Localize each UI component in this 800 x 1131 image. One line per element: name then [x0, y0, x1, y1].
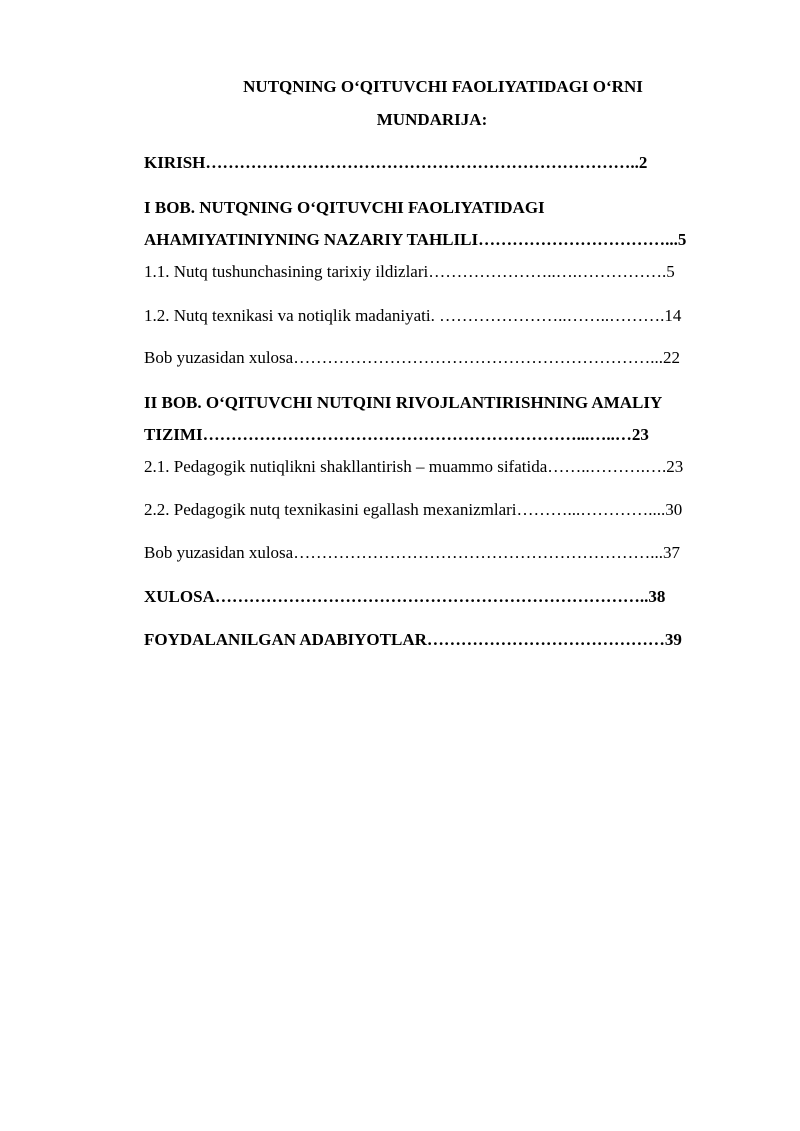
toc-entry-kirish: KIRISH…………………………………………………………………..2 — [144, 153, 648, 172]
toc-entry-xulosa: XULOSA…………………………………………………………………..38 — [144, 587, 666, 606]
toc-entry-1-1: 1.1. Nutq tushunchasining tarixiy ildizlari…………………..….…………….5 — [144, 262, 675, 281]
document-title: NUTQNING O‘QITUVCHI FAOLIYATIDAGI O‘RNI — [243, 77, 643, 96]
toc-entry-bob2-title-line2: TIZIMI…………………………………………………………...…..…23 — [144, 425, 649, 444]
toc-entry-bob2-xulosa: Bob yuzasidan xulosa………………………………………………………...37 — [144, 543, 680, 562]
toc-entry-bob1-xulosa: Bob yuzasidan xulosa………………………………………………………...22 — [144, 348, 680, 367]
contents-heading: MUNDARIJA: — [376, 110, 488, 129]
toc-entry-adabiyotlar: FOYDALANILGAN ADABIYOTLAR……………………………………39 — [144, 630, 682, 649]
toc-entry-bob1-title-line2: AHAMIYATINIYNING NAZARIY TAHLILI……………………………...5 — [144, 230, 687, 249]
toc-entry-2-2: 2.2. Pedagogik nutq texnikasini egallash mexanizmlari………...…………....30 — [144, 500, 683, 519]
toc-entry-bob1-title-line1: I BOB. NUTQNING O‘QITUVCHI FAOLIYATIDAGI — [144, 198, 545, 217]
toc-entry-bob2-title-line1: II BOB. O‘QITUVCHI NUTQINI RIVOJLANTIRISHNING AMALIY — [144, 393, 663, 412]
toc-entry-2-1: 2.1. Pedagogik nutiqlikni shakllantirish – muammo sifatida……..……….….23 — [144, 457, 684, 476]
toc-entry-1-2: 1.2. Nutq texnikasi va notiqlik madaniyati. …………………..……..……….14 — [144, 306, 682, 325]
